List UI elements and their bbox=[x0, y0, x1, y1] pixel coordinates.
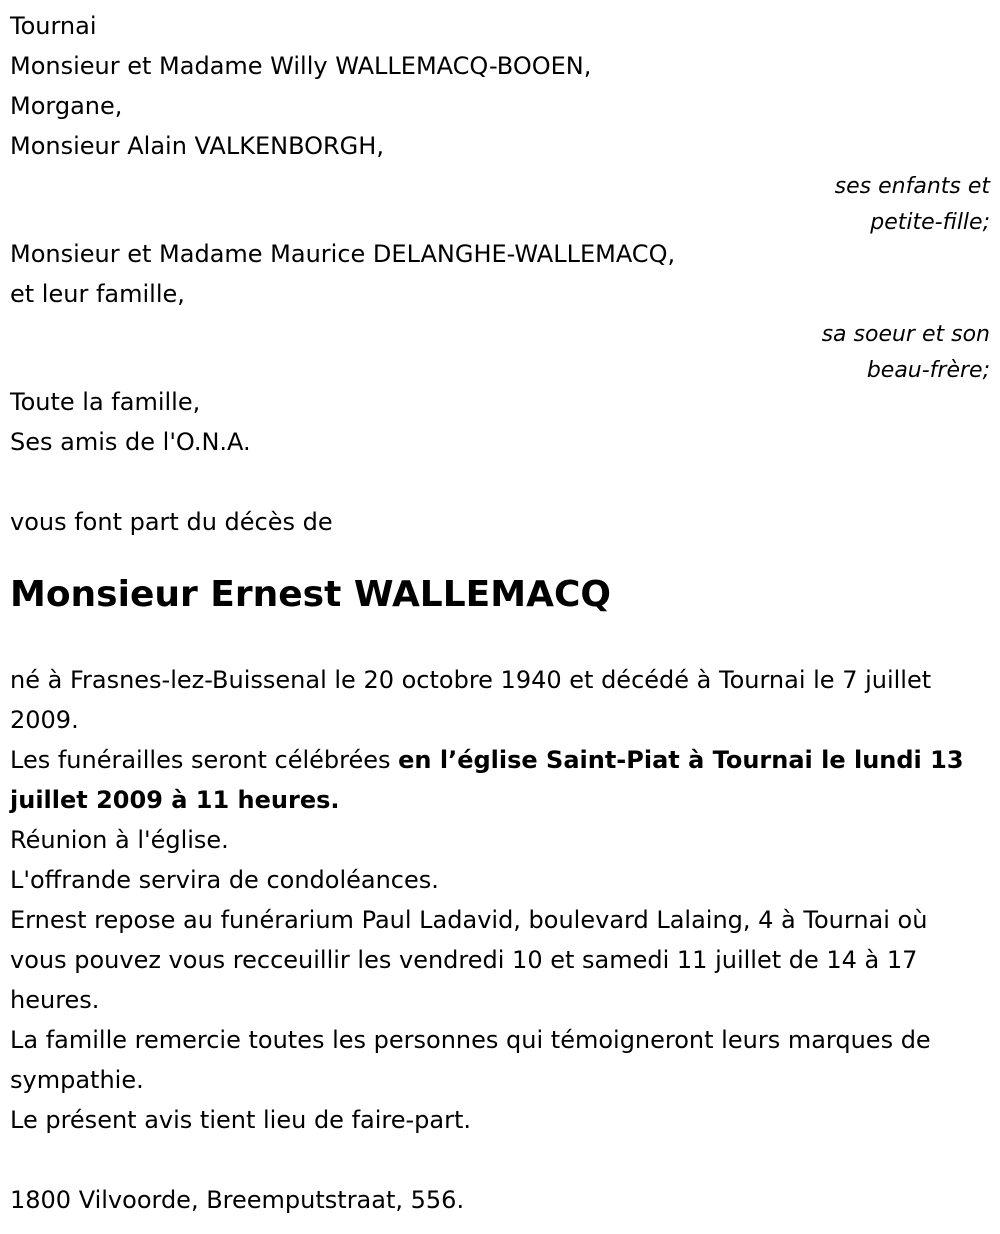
address-text: 1800 Vilvoorde, Breemputstraat, 556. bbox=[10, 1186, 465, 1214]
offering-text: L'offrande servira de condoléances. bbox=[10, 866, 439, 894]
sister-line-2: et leur famille, bbox=[10, 280, 185, 308]
funeral-details: en l’église Saint-Piat à Tournai le lundi 13 juillet 2009 à 11 heures. bbox=[10, 746, 964, 814]
sister-line-1: Monsieur et Madame Maurice DELANGHE-WALLEMACQ, bbox=[10, 240, 676, 268]
others-line-2: Ses amis de l'O.N.A. bbox=[10, 428, 251, 456]
family-relation-line-1: ses enfants et bbox=[834, 174, 990, 199]
birth-death-text: né à Frasnes-lez-Buissenal le 20 octobre 1940 et décédé à Tournai le 7 juillet 2009. bbox=[10, 666, 932, 734]
family-relation-line-2: petite-fille; bbox=[870, 210, 990, 235]
notice-text: Le présent avis tient lieu de faire-part. bbox=[10, 1106, 472, 1134]
meeting-text: Réunion à l'église. bbox=[10, 826, 229, 854]
sister-relation-line-1: sa soeur et son bbox=[821, 322, 990, 347]
funeral-prefix: Les funérailles seront célébrées bbox=[10, 746, 399, 774]
funeral-text bbox=[10, 740, 990, 820]
announcement-intro: vous font part du décès de bbox=[10, 508, 333, 536]
family-line-3: Monsieur Alain VALKENBORGH, bbox=[10, 132, 384, 160]
family-line-2: Morgane, bbox=[10, 92, 123, 120]
visitation-text: Ernest repose au funérarium Paul Ladavid, boulevard Lalaing, 4 à Tournai où vous pouvez vous recceuillir les vendredi 10 et samedi 11 juillet de 14 à 17 heures. bbox=[10, 906, 928, 1014]
sister-relation-line-2: beau-frère; bbox=[866, 358, 990, 383]
family-line-1: Monsieur et Madame Willy WALLEMACQ-BOOEN, bbox=[10, 52, 592, 80]
thanks-text: La famille remercie toutes les personnes qui témoigneront leurs marques de sympathie. bbox=[10, 1026, 931, 1094]
spacer bbox=[10, 462, 990, 502]
spacer bbox=[10, 1140, 990, 1180]
deceased-name: Monsieur Ernest WALLEMACQ bbox=[10, 574, 611, 615]
others-line-1: Toute la famille, bbox=[10, 388, 201, 416]
city-heading: Tournai bbox=[10, 12, 97, 40]
